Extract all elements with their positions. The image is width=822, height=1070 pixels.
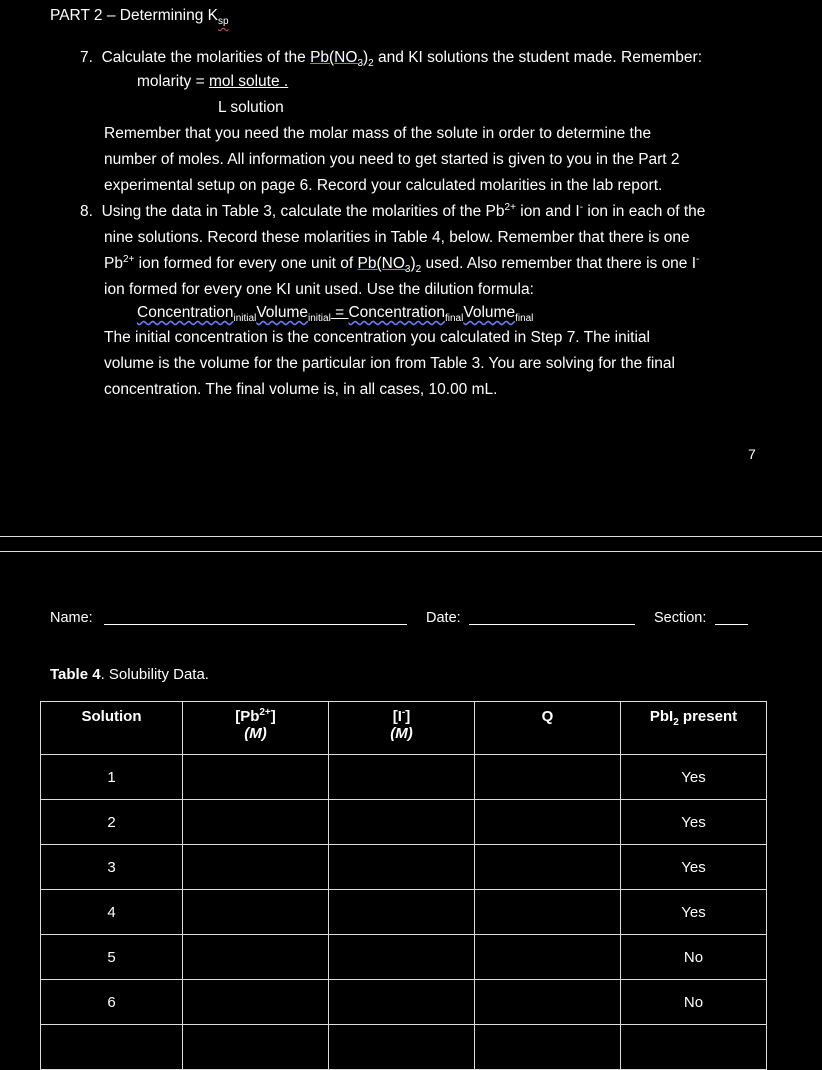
q-cell[interactable] bbox=[475, 890, 621, 935]
date-label: Date: bbox=[426, 610, 461, 626]
pb-cell[interactable] bbox=[183, 755, 329, 800]
present-cell: Yes bbox=[621, 845, 767, 890]
table-row bbox=[41, 755, 767, 800]
present-cell: Yes bbox=[621, 890, 767, 935]
solution-cell: 4 bbox=[41, 890, 183, 935]
i-cell[interactable] bbox=[329, 980, 475, 1025]
solution-cell: 1 bbox=[41, 755, 183, 800]
dilution-formula: Concentration$_{initial}$Volume$_{initial}$ = Concentration$_{final}$Volume$_{final}$ bbox=[137, 304, 534, 325]
solution-cell: 5 bbox=[41, 935, 183, 980]
table-row bbox=[41, 1025, 767, 1070]
i-cell[interactable] bbox=[329, 800, 475, 845]
header-pbi2-present: PbI$_2$ present bbox=[621, 702, 767, 755]
table-row bbox=[41, 980, 767, 1025]
step-8-para-1: The initial concentration is the concentration you calculated in Step 7. The initial bbox=[104, 329, 650, 346]
page-break-top bbox=[0, 536, 822, 537]
q-cell[interactable] bbox=[475, 755, 621, 800]
solution-cell bbox=[41, 1025, 183, 1070]
pb-cell[interactable] bbox=[183, 935, 329, 980]
solution-cell: 3 bbox=[41, 845, 183, 890]
table-row bbox=[41, 800, 767, 845]
present-cell: No bbox=[621, 980, 767, 1025]
part-title: PART 2 – Determining $K_{sp}$ bbox=[50, 7, 229, 28]
step-7-para-2: number of moles. All information you need to get started is given to you in the Part 2 bbox=[104, 151, 680, 168]
present-cell: Yes bbox=[621, 755, 767, 800]
step-8-para-2: volume is the volume for the particular ion from Table 3. You are solving for the final bbox=[104, 355, 675, 372]
molarity-formula: molarity = mol solute . bbox=[137, 73, 289, 90]
i-cell[interactable] bbox=[329, 890, 475, 935]
name-field[interactable] bbox=[104, 624, 407, 625]
table-caption: Table 4. Solubility Data. bbox=[50, 666, 209, 683]
step-8-line-1: 8. Using the data in Table 3, calculate the molarities of the $Pb^{2+}$ ion and I- ion in each of the bbox=[80, 201, 706, 220]
table-header-row bbox=[41, 702, 767, 755]
step-7-line-1: 7. Calculate the molarities of the $Pb(NO_3)_2$ and KI solutions the student made. Remember: bbox=[80, 49, 702, 70]
table-row bbox=[41, 890, 767, 935]
step-8-para-3: concentration. The final volume is, in all cases, 10.00 mL. bbox=[104, 381, 498, 398]
pb-cell[interactable] bbox=[183, 980, 329, 1025]
header-i-concentration: [I-] (M) bbox=[329, 702, 475, 755]
date-field[interactable] bbox=[469, 624, 635, 625]
name-label: Name: bbox=[50, 610, 93, 626]
solution-cell: 2 bbox=[41, 800, 183, 845]
header-q: Q bbox=[475, 702, 621, 755]
q-cell[interactable] bbox=[475, 800, 621, 845]
present-cell bbox=[621, 1025, 767, 1070]
solution-cell: 6 bbox=[41, 980, 183, 1025]
table-row bbox=[41, 935, 767, 980]
q-cell[interactable] bbox=[475, 935, 621, 980]
page-number: 7 bbox=[748, 446, 756, 462]
section-label: Section: bbox=[654, 610, 707, 626]
i-cell[interactable] bbox=[329, 845, 475, 890]
solubility-table bbox=[40, 701, 767, 1070]
q-cell[interactable] bbox=[475, 845, 621, 890]
step-7-para-1: Remember that you need the molar mass of the solute in order to determine the bbox=[104, 125, 652, 142]
pb-cell[interactable] bbox=[183, 1025, 329, 1070]
pb-cell[interactable] bbox=[183, 890, 329, 935]
step-8-line-4: ion formed for every one KI unit used. Use the dilution formula: bbox=[104, 281, 534, 298]
page-break-bottom bbox=[0, 551, 822, 552]
i-cell[interactable] bbox=[329, 1025, 475, 1070]
step-8-line-2: nine solutions. Record these molarities in Table 4, below. Remember that there is one bbox=[104, 229, 690, 246]
step-8-line-3: $Pb^{2+}$ ion formed for every one unit of $Pb(NO_3)_2$ used. Also remember that there is one I- bbox=[104, 253, 700, 276]
pb-cell[interactable] bbox=[183, 845, 329, 890]
q-cell[interactable] bbox=[475, 980, 621, 1025]
present-cell: Yes bbox=[621, 800, 767, 845]
step-7-para-3: experimental setup on page 6. Record your calculated molarities in the lab report. bbox=[104, 177, 663, 194]
header-solution: Solution bbox=[41, 702, 183, 755]
i-cell[interactable] bbox=[329, 755, 475, 800]
molarity-denominator: L solution bbox=[218, 99, 284, 116]
present-cell: No bbox=[621, 935, 767, 980]
q-cell[interactable] bbox=[475, 1025, 621, 1070]
i-cell[interactable] bbox=[329, 935, 475, 980]
table-row bbox=[41, 845, 767, 890]
pb-cell[interactable] bbox=[183, 800, 329, 845]
header-pb-concentration: $[Pb^{2+}]$ (M) bbox=[183, 702, 329, 755]
section-field[interactable] bbox=[715, 624, 748, 625]
